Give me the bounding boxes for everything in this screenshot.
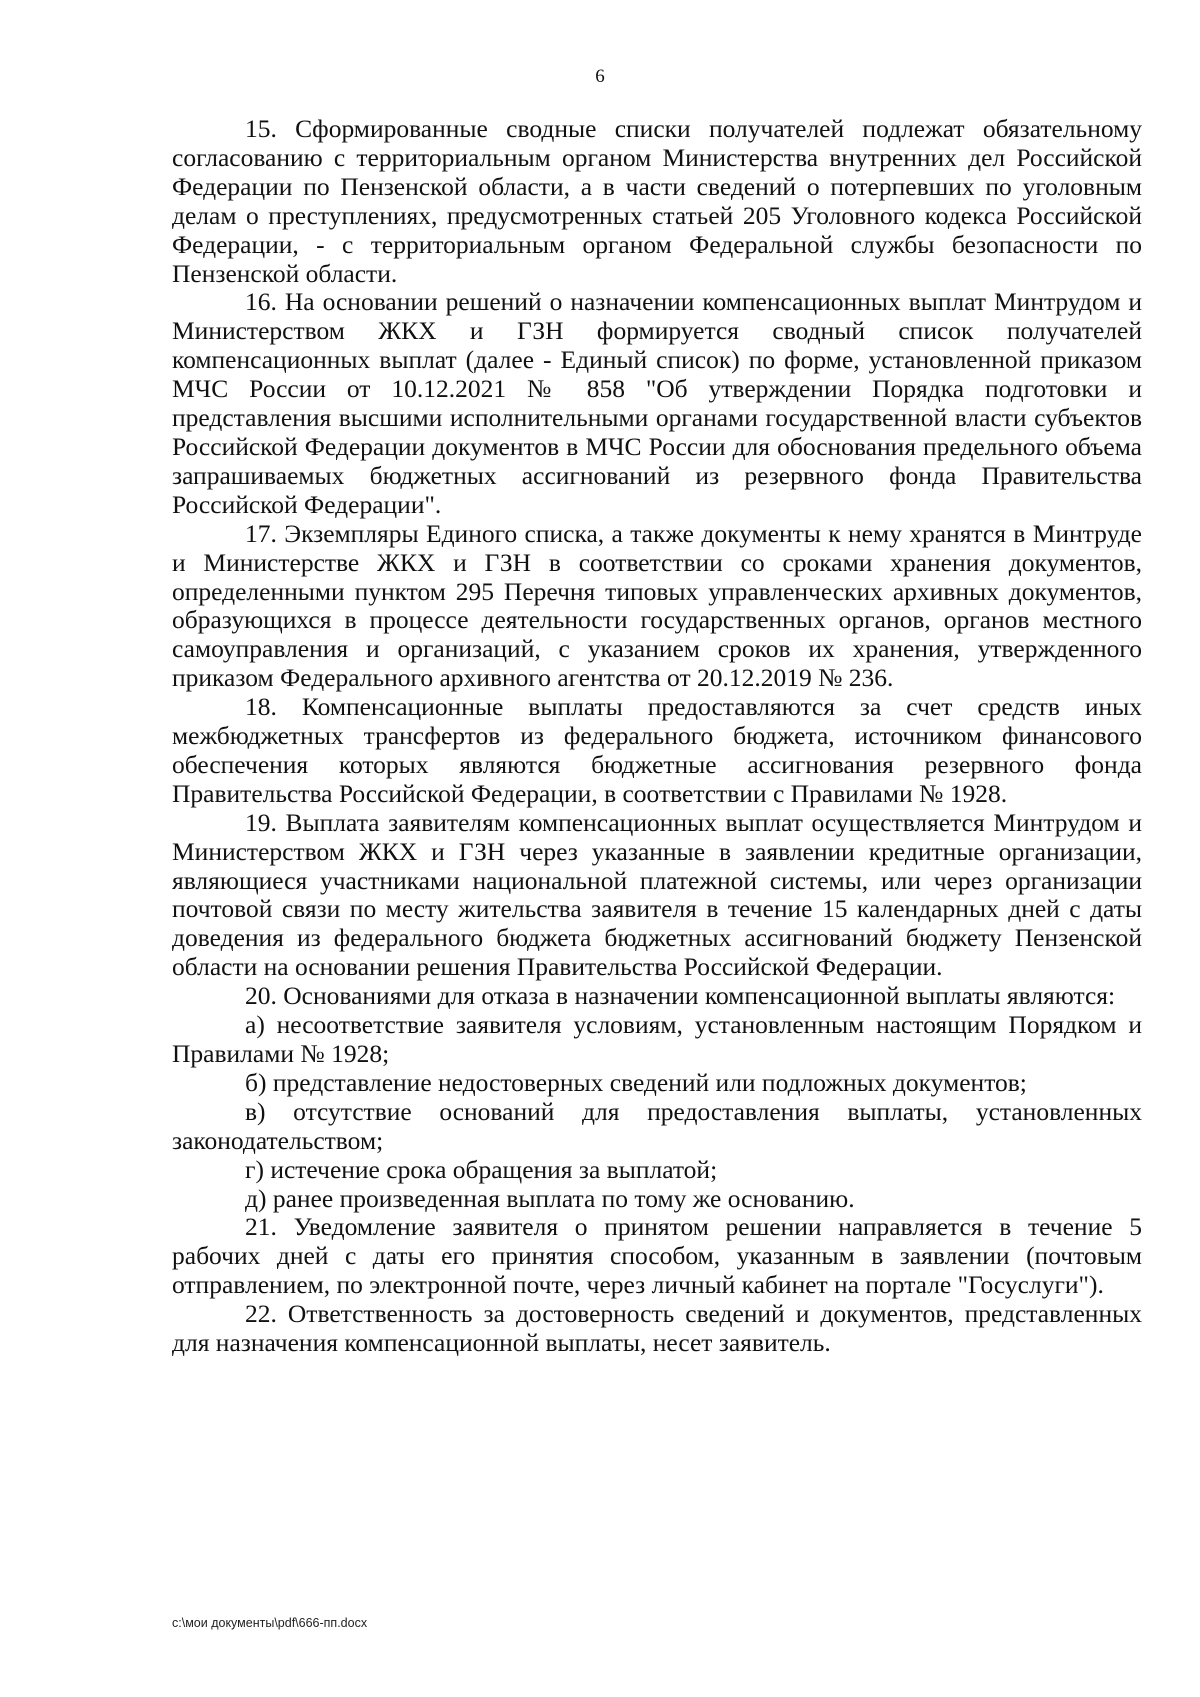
paragraph-18: 18. Компенсационные выплаты предоставляются за счет средств иных межбюджетных трансфертов из федерального бюджета, источником финансового обеспечения которых являются бюджетные ассигнования резервного фонда Правительства Российской Федерации, в соответствии с Правилами № 1928. [172, 692, 1142, 808]
list-item-d: д) ранее произведенная выплата по тому же основанию. [245, 1183, 855, 1213]
page-number: 6 [595, 66, 605, 87]
paragraph-21: 21. Уведомление заявителя о принятом решении направляется в течение 5 рабочих дней с даты его принятия способом, указанным в заявлении (почтовым отправлением, по электронной почте, через личный кабинет на портале "Госуслуги"). [172, 1212, 1142, 1300]
paragraph-20: 20. Основаниями для отказа в назначении компенсационной выплаты являются: [245, 981, 1116, 1011]
list-item-g: г) истечение срока обращения за выплатой; [245, 1154, 718, 1184]
document-body [172, 115, 1142, 1358]
paragraph-19: 19. Выплата заявителям компенсационных выплат осуществляется Минтрудом и Министерством ЖКХ и ГЗН через указанные в заявлении кредитные организации, являющиеся участниками национальной платежной системы, или через организации почтовой связи по месту жительства заявителя в течение 15 календарных дней с даты доведения из федерального бюджета бюджетных ассигнований бюджету Пензенской области на основании решения Правительства Российской Федерации. [172, 807, 1142, 982]
list-item-v: в) отсутствие оснований для предоставления выплаты, установленных законодательством; [172, 1096, 1142, 1155]
list-item-b: б) представление недостоверных сведений или подложных документов; [245, 1067, 1027, 1097]
footer-file-path: c:\мои документы\pdf\666-пп.docx [172, 1616, 368, 1630]
paragraph-15: 15. Сформированные сводные списки получателей подлежат обязательному согласованию с территориальным органом Министерства внутренних дел Российской Федерации по Пензенской области, а в части сведений о потерпевших по уголовным делам о преступлениях, предусмотренных статьей 205 Уголовного кодекса Российской Федерации, - с территориальным органом Федеральной службы безопасности по Пензенской области. [172, 114, 1142, 288]
paragraph-17: 17. Экземпляры Единого списка, а также документы к нему хранятся в Минтруде и Министерстве ЖКХ и ГЗН в соответствии со сроками хранения документов, определенными пунктом 295 Перечня типовых управленческих архивных документов, образующихся в процессе деятельности государственных органов, органов местного самоуправления и организаций, с указанием сроков их хранения, утвержденного приказом Федерального архивного агентства от 20.12.2019 № 236. [172, 518, 1142, 693]
paragraph-22: 22. Ответственность за достоверность сведений и документов, представленных для назначения компенсационной выплаты, несет заявитель. [172, 1299, 1142, 1358]
paragraph-16: 16. На основании решений о назначении компенсационных выплат Минтрудом и Министерством ЖКХ и ГЗН формируется сводный список получателей компенсационных выплат (далее - Единый список) по форме, установленной приказом МЧС России от 10.12.2021 № 858 "Об утверждении Порядка подготовки и представления высшими исполнительными органами государственной власти субъектов Российской Федерации документов в МЧС России для обоснования предельного объема запрашиваемых бюджетных ассигнований из резервного фонда Правительства Российской Федерации". [172, 287, 1142, 519]
list-item-a: а) несоответствие заявителя условиям, установленным настоящим Порядком и Правилами № 1928; [172, 1010, 1142, 1068]
